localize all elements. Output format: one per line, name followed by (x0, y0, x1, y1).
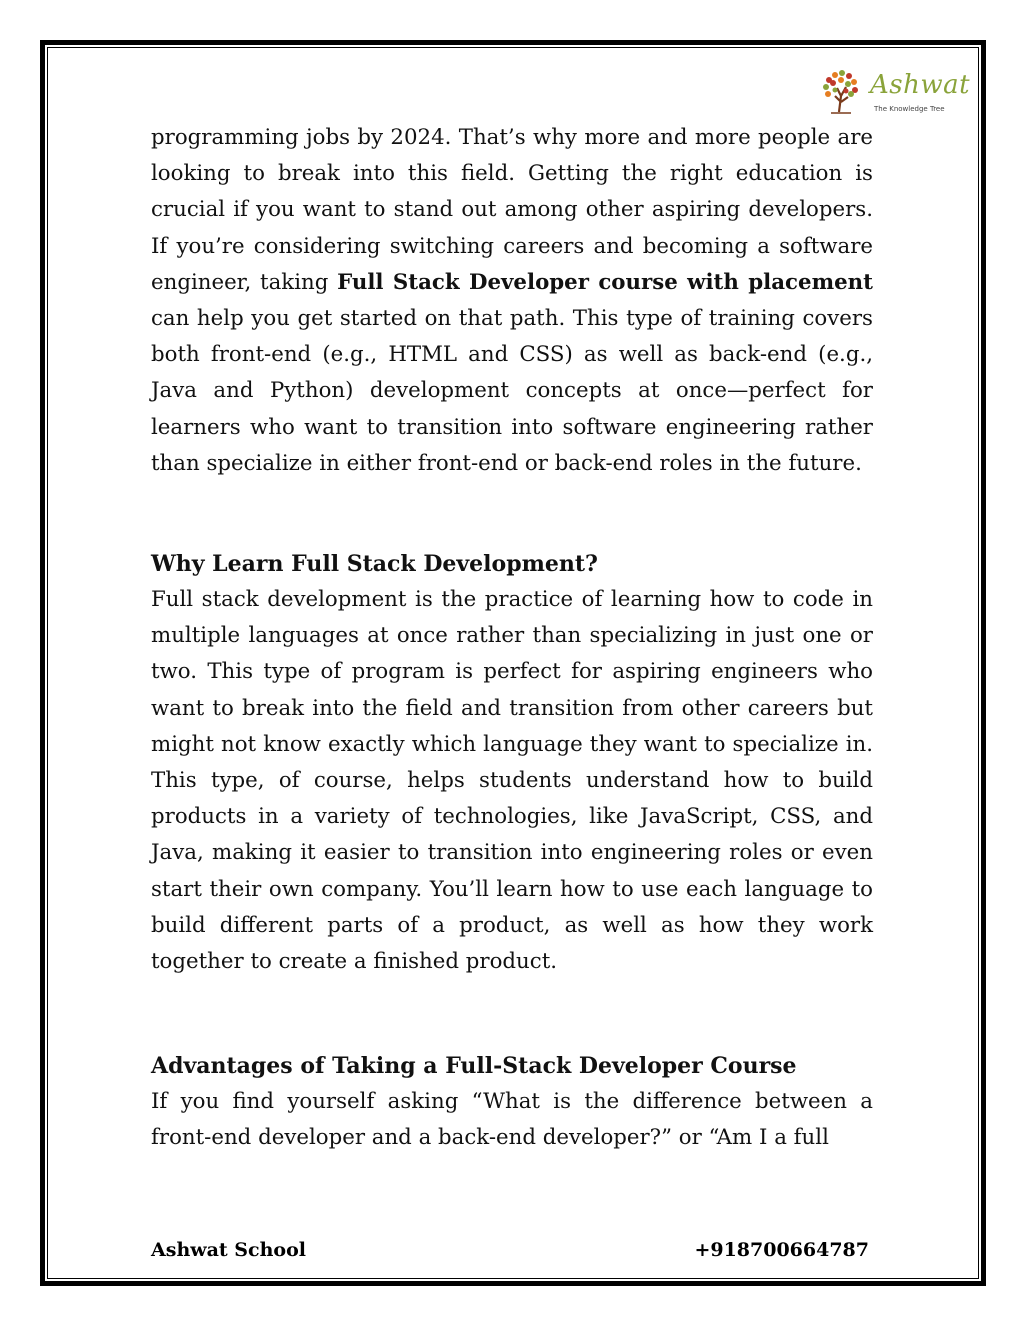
section-heading-why: Why Learn Full Stack Development? (151, 551, 598, 578)
logo-name: Ashwat (870, 70, 971, 100)
paragraph-advantages: If you find yourself asking “What is the difference between a front-end developer and a back-end developer?” or “Am I a full (151, 1089, 873, 1151)
intro-text-end: can help you get started on that path. This type of training covers both front-end (e.g., HTML and CSS) as well as back-end (e.g., Java and Python) development concepts at once—perfect for learners who want to transition into software engineering rather than specialize in either front-end or back-end roles in the future. (151, 306, 873, 476)
logo-tagline: The Knowledge Tree (874, 105, 945, 113)
paragraph-why: Full stack development is the practice of learning how to code in multiple languages at once rather than specializing in just one or two. This type of program is perfect for aspiring engineers who want to break into the field and transition from other careers but might not know exactly which language they want to specialize in. This type, of course, helps students understand how to build products in a variety of technologies, like JavaScript, CSS, and Java, making it easier to transition into engineering roles or even start their own company. You’ll learn how to use each language to build different parts of a product, as well as how they work together to create a finished product. (151, 587, 873, 975)
intro-text-start: programming jobs by 2024. That’s why more and more people are looking to break into this field. Getting the right education is crucial if you want to stand out among other aspiring developers. If you’re considering switching careers and becoming a software engineer, taking (151, 125, 873, 295)
section-heading-advantages: Advantages of Taking a Full-Stack Developer Course (151, 1053, 797, 1080)
footer-phone-number: +918700664787 (694, 1239, 869, 1261)
document-body (151, 120, 873, 1157)
course-highlight: Full Stack Developer course with placement (337, 269, 873, 295)
footer-school-name: Ashwat School (151, 1239, 306, 1261)
paragraph-intro (151, 120, 873, 482)
